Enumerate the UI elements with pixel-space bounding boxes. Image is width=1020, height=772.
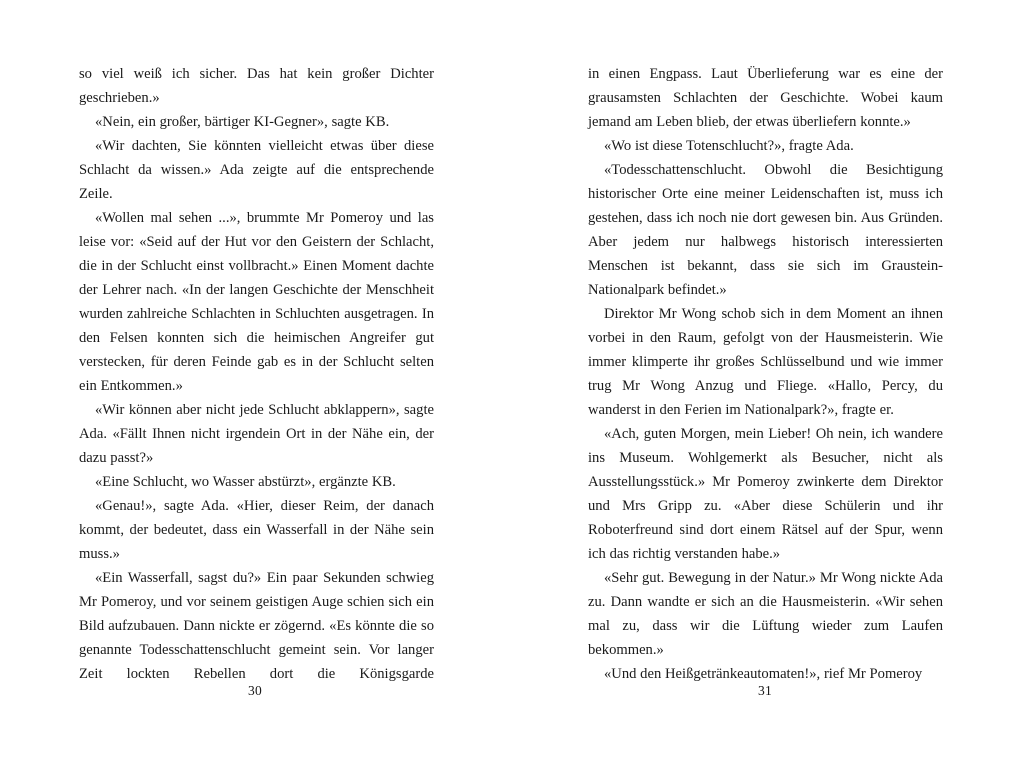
paragraph: «Eine Schlucht, wo Wasser abstürzt», ergänzte KB. <box>95 474 396 490</box>
text-column-right <box>588 62 943 686</box>
paragraph: «Wo ist diese Totenschlucht?», fragte Ada. <box>604 138 854 154</box>
paragraph: «Sehr gut. Bewegung in der Natur.» Mr Wong nickte Ada zu. Dann wandte er sich an die Hausmeisterin. «Wir sehen mal zu, dass wir die Lüftung wieder zum Laufen bekommen.» <box>588 570 943 658</box>
paragraph: «Und den Heißgetränkeautomaten!», rief Mr Pomeroy <box>604 666 923 682</box>
page-number-right: 31 <box>758 683 772 698</box>
page-number-left: 30 <box>248 683 262 698</box>
paragraph: «Wir können aber nicht jede Schlucht abklappern», sagte Ada. «Fällt Ihnen nicht irgendein Ort in der Nähe ein, der dazu passt?» <box>79 402 434 466</box>
paragraph: so viel weiß ich sicher. Das hat kein großer Dichter geschrieben.» <box>79 66 434 106</box>
paragraph: «Todesschattenschlucht. Obwohl die Besichtigung historischer Orte eine meiner Leidenschaften ist, muss ich gestehen, dass ich noch nie dort gewesen bin. Aus Gründen. Aber jedem nur halbwegs historisch interessierten Menschen ist bekannt, dass sie sich im Graustein-Nationalpark befindet.» <box>588 162 943 298</box>
paragraph: in einen Engpass. Laut Überlieferung war es eine der grausamsten Schlachten der Geschichte. Wobei kaum jemand am Leben blieb, der etwas überliefern konnte.» <box>588 66 943 130</box>
paragraph: «Genau!», sagte Ada. «Hier, dieser Reim, der danach kommt, der bedeutet, dass ein Wasserfall in der Nähe sein muss.» <box>79 498 434 562</box>
paragraph: «Wollen mal sehen ...», brummte Mr Pomeroy und las leise vor: «Seid auf der Hut vor den Geistern der Schlacht, die in der Schlucht einst vollbracht.» Einen Moment dachte der Lehrer nach. «In der langen Geschichte der Menschheit wurden zahlreiche Schlachten in Schluchten ausgetragen. In den Felsen konnten sich die heimischen Angreifer gut verstecken, für deren Feinde gab es in der Schlucht selten ein Entkommen.» <box>79 210 434 394</box>
paragraph: «Nein, ein großer, bärtiger KI-Gegner», sagte KB. <box>95 114 390 130</box>
paragraph: «Ein Wasserfall, sagst du?» Ein paar Sekunden schwieg Mr Pomeroy, und vor seinem geistigen Auge schien sich ein Bild aufzubauen. Dann nickte er zögernd. «Es könnte die so genannte Todesschattenschlucht gemeint sein. Vor langer Zeit lockten Rebellen dort die Königsgarde <box>79 570 434 682</box>
paragraph: «Ach, guten Morgen, mein Lieber! Oh nein, ich wandere ins Museum. Wohlgemerkt als Besucher, nicht als Ausstellungsstück.» Mr Pomeroy zwinkerte dem Direktor und Mrs Gripp zu. «Aber diese Schülerin und ihr Roboterfreund sind dort einem Rätsel auf der Spur, wenn ich das richtig verstanden habe.» <box>588 426 943 562</box>
page-right <box>510 0 1020 772</box>
text-column-left <box>79 62 434 686</box>
paragraph: Direktor Mr Wong schob sich in dem Moment an ihnen vorbei in den Raum, gefolgt von der Hausmeisterin. Wie immer klimperte ihr großes Schlüsselbund und wie immer trug Mr Wong Anzug und Fliege. «Hallo, Percy, du wanderst in den Ferien im Nationalpark?», fragte er. <box>588 306 943 418</box>
paragraph: «Wir dachten, Sie könnten vielleicht etwas über diese Schlacht da wissen.» Ada zeigte auf die entsprechende Zeile. <box>79 138 434 202</box>
